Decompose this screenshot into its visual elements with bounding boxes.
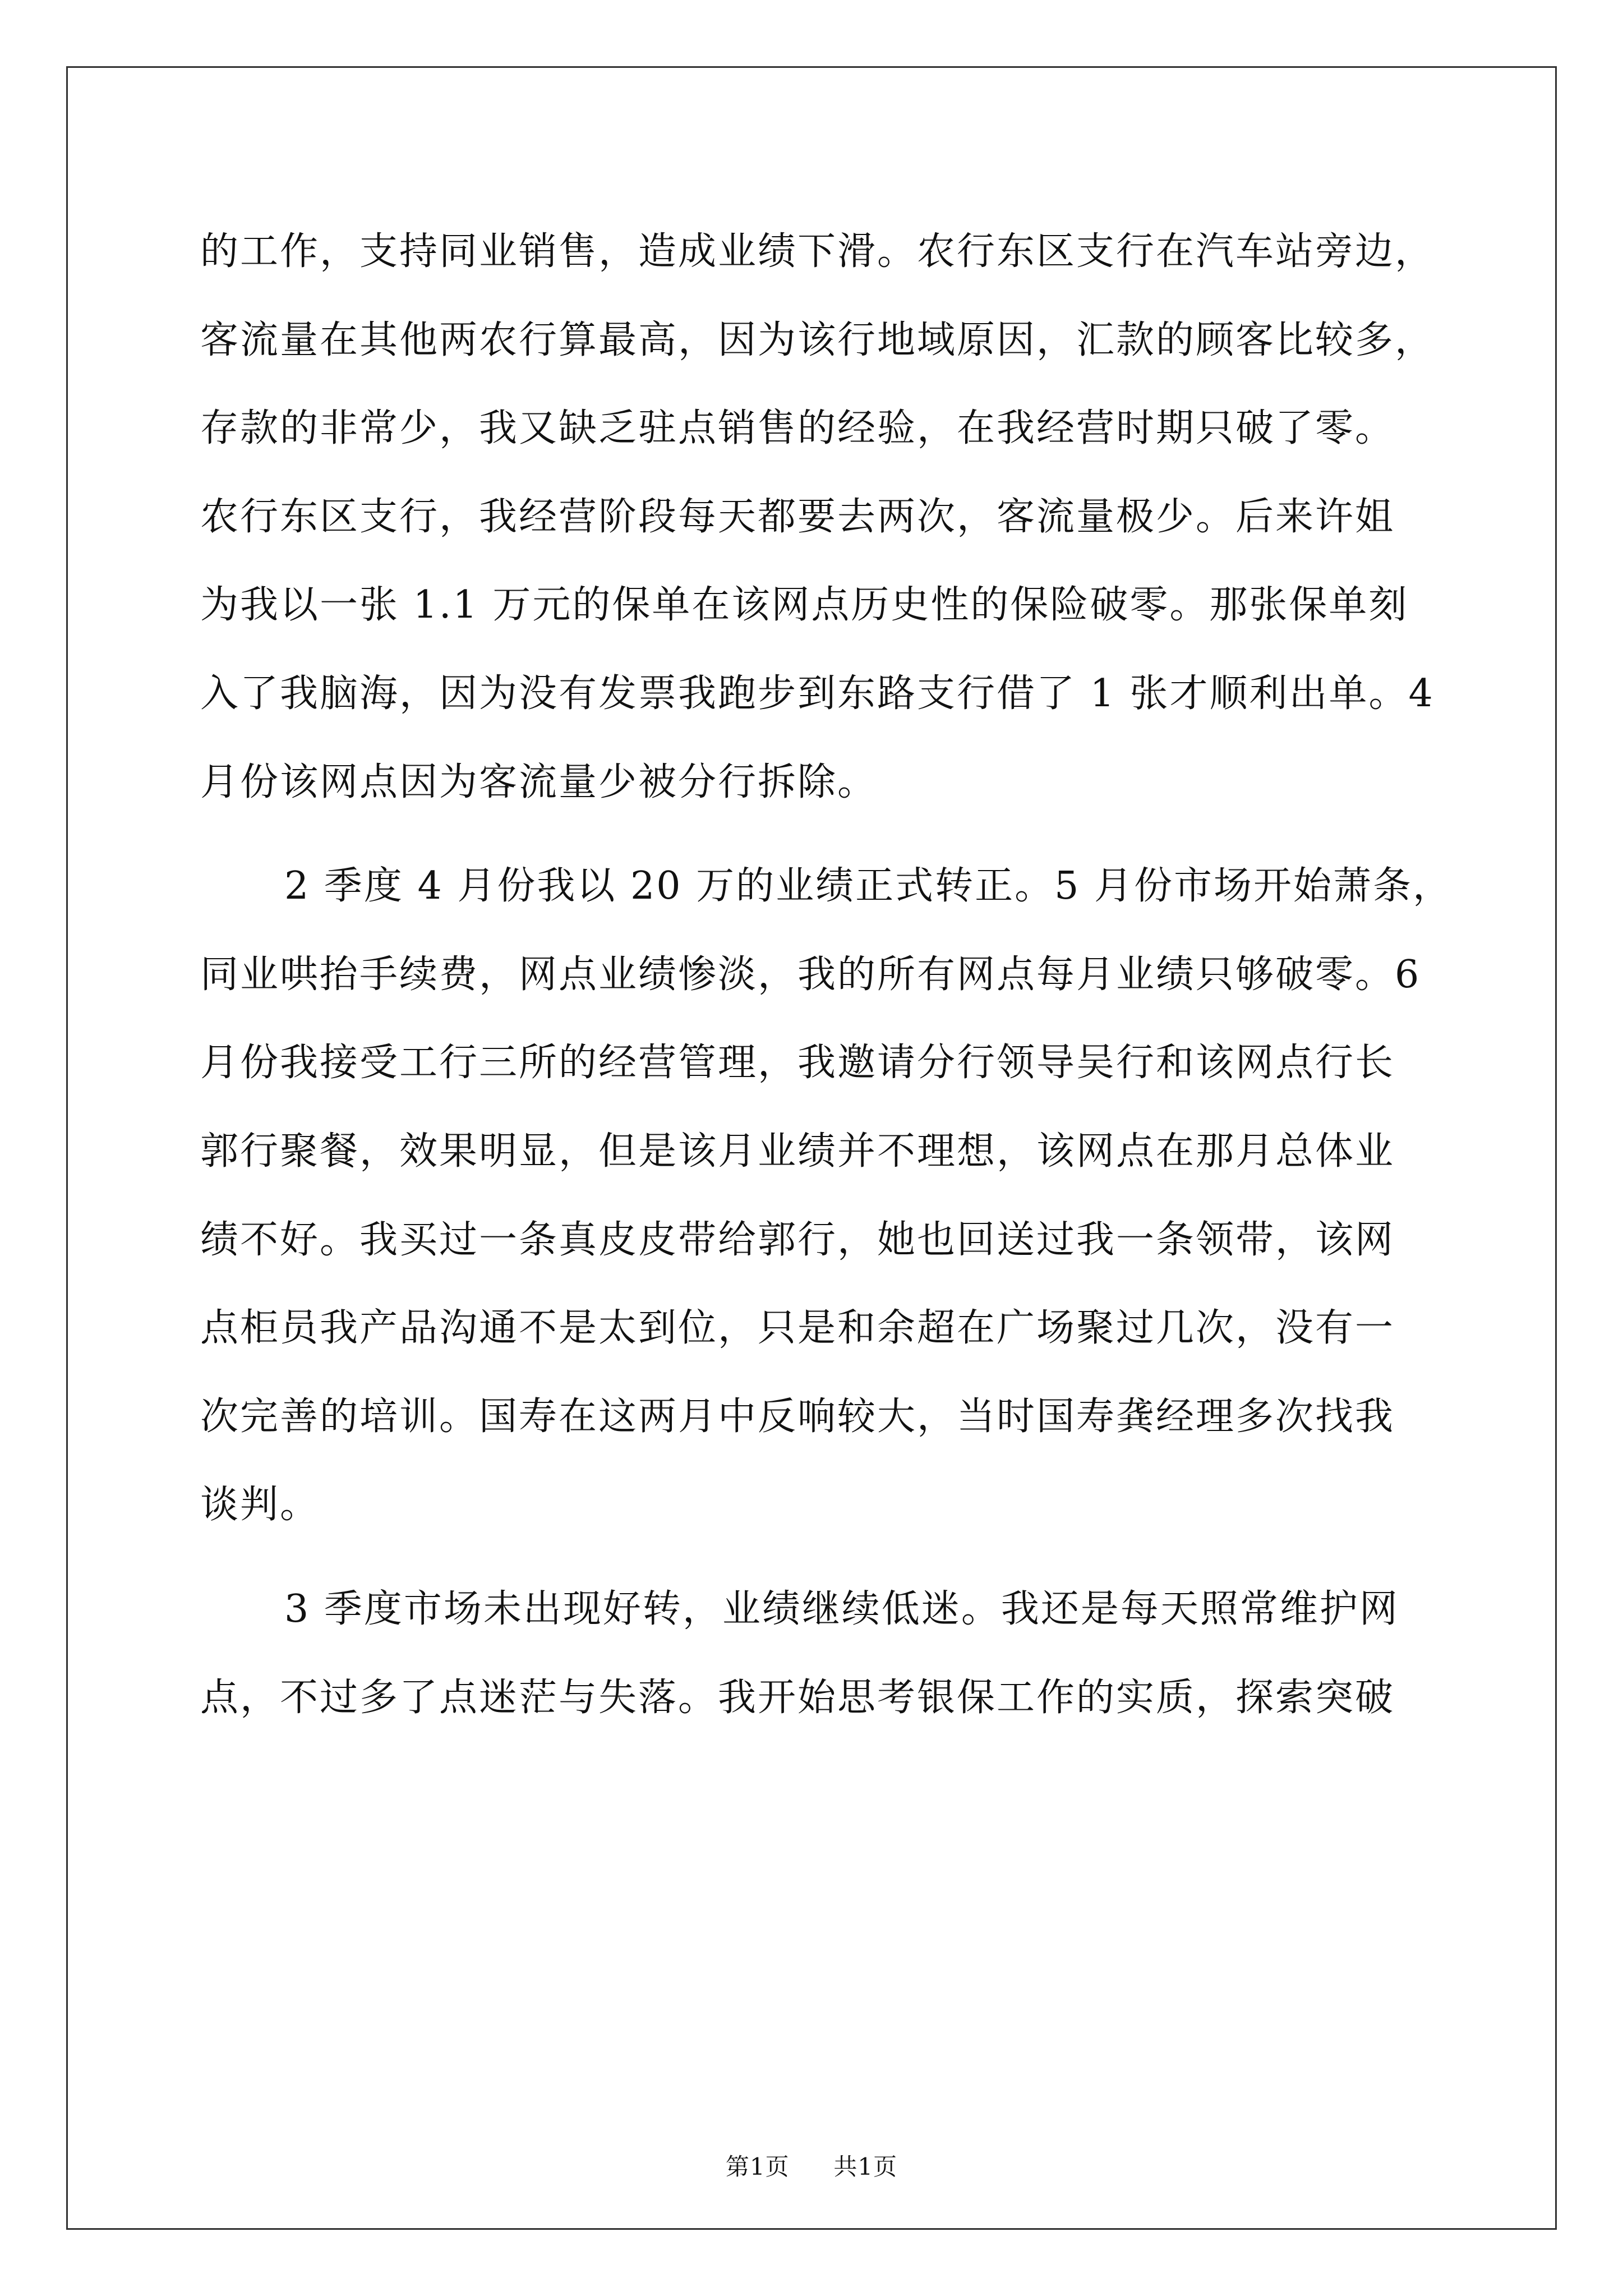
paragraph-2-line-3: 月份我接受工行三所的经营管理，我邀请分行领导吴行和该网点行长	[200, 1041, 1395, 1085]
paragraph-2-line-1: 2 季度 4 月份我以 20 万的业绩正式转正。5 月份市场开始萧条，	[284, 864, 1453, 909]
paragraph-2-line-5: 绩不好。我买过一条真皮皮带给郭行，她也回送过我一条领带，该网	[200, 1217, 1395, 1262]
paragraph-1-line-4: 农行东区支行，我经营阶段每天都要去两次，客流量极少。后来许姐	[200, 494, 1395, 539]
paragraph-2-line-2: 同业哄抬手续费，网点业绩惨淡，我的所有网点每月业绩只够破零。6	[200, 952, 1421, 997]
paragraph-1-line-6: 入了我脑海，因为没有发票我跑步到东路支行借了 1 张才顺利出单。4	[200, 671, 1435, 716]
paragraph-1-line-5: 为我以一张 1.1 万元的保单在该网点历史性的保险破零。那张保单刻	[200, 583, 1409, 628]
paragraph-1-line-1: 的工作，支持同业销售，造成业绩下滑。农行东区支行在汽车站旁边，	[200, 229, 1435, 274]
paragraph-2-line-6: 点柜员我产品沟通不是太到位，只是和余超在广场聚过几次，没有一	[200, 1306, 1395, 1351]
page-total-label: 共1页	[833, 2153, 898, 2180]
paragraph-2-line-4: 郭行聚餐，效果明显，但是该月业绩并不理想，该网点在那月总体业	[200, 1129, 1395, 1174]
page-footer	[0, 2148, 1623, 2182]
paragraph-1-line-2: 客流量在其他两农行算最高，因为该行地域原因，汇款的顾客比较多，	[200, 318, 1435, 362]
paragraph-3-line-2: 点，不过多了点迷茫与失落。我开始思考银保工作的实质，探索突破	[200, 1675, 1395, 1720]
paragraph-2-line-8: 谈判。	[200, 1483, 320, 1527]
paragraph-2-line-7: 次完善的培训。国寿在这两月中反响较大，当时国寿龚经理多次找我	[200, 1394, 1395, 1439]
paragraph-1-line-7: 月份该网点因为客流量少被分行拆除。	[200, 760, 878, 804]
paragraph-3-line-1: 3 季度市场未出现好转，业绩继续低迷。我还是每天照常维护网	[284, 1586, 1399, 1631]
document-body	[200, 208, 1453, 1742]
paragraph-1-line-3: 存款的非常少，我又缺乏驻点销售的经验，在我经营时期只破了零。	[200, 406, 1395, 451]
page-number-label: 第1页	[725, 2153, 790, 2180]
